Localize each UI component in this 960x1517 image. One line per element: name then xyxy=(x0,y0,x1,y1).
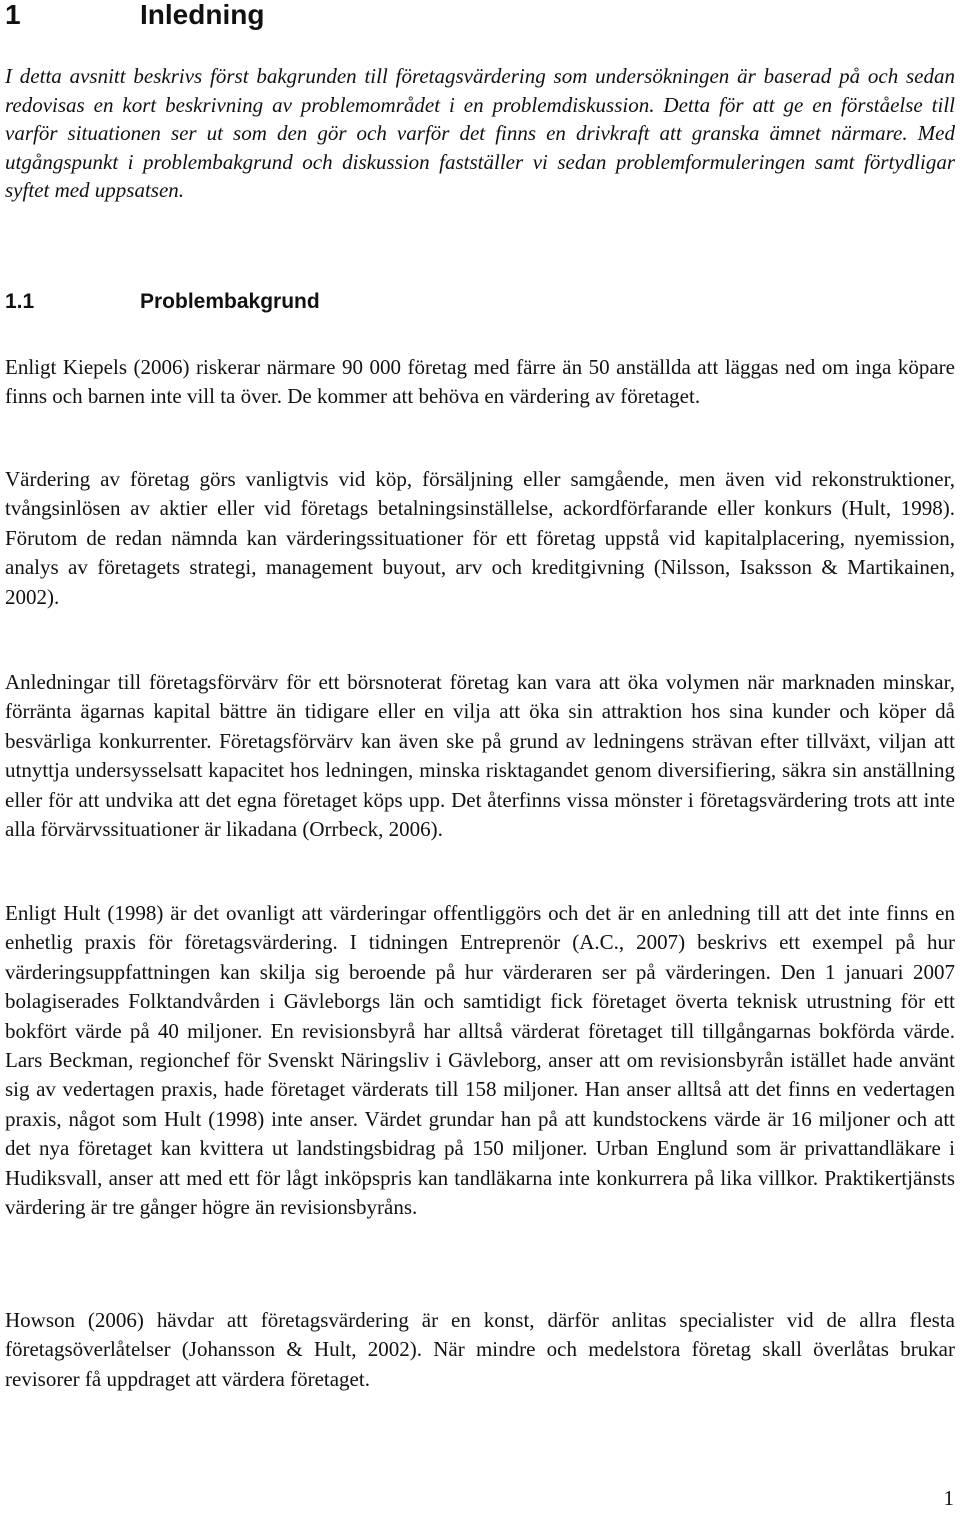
body-paragraph-4: Enligt Hult (1998) är det ovanligt att värderingar offentliggörs och det är en anledning till att det inte finns en enhetlig praxis för företagsvärdering. I tidningen Entreprenör (A.C., 2007) beskrivs ett exempel på hur värderingsuppfattningen kan skilja sig beroende på hur värderaren ser på värderingen. Den 1 januari 2007 bolagiserades Folktandvården i Gävleborgs län och samtidigt fick företaget överta teknisk utrustning för ett bokfört värde på 40 miljoner. En revisionsbyrå har alltså värderat företaget till tillgångarnas bokförda värde. Lars Beckman, regionchef för Svenskt Näringsliv i Gävleborg, anser att om revisionsbyrån istället hade använt sig av vedertagen praxis, hade företaget värderats till 158 miljoner. Han anser alltså att det finns en vedertagen praxis, något som Hult (1998) inte anser. Värdet grundar han på att kundstockens värde är 16 miljoner och att det nya företaget kan kvittera ut landstingsbidrag på 150 miljoner. Urban Englund som är privattandläkare i Hudiksvall, anser att med ett för lågt inköpspris kan tandläkarna inte konkurrera på lika villkor. Praktikertjänsts värdering är tre gånger högre än revisionsbyråns. xyxy=(5,901,955,1220)
body-paragraph-5: Howson (2006) hävdar att företagsvärdering är en konst, därför anlitas specialister vid de allra flesta företagsöverlåtelser (Johansson & Hult, 2002). När mindre och medelstora företag skall överlåtas brukar revisorer få uppdraget att värdera företaget. xyxy=(5,1308,955,1391)
chapter-title: Inledning xyxy=(140,0,265,30)
page-number: 1 xyxy=(943,1486,954,1510)
document-page xyxy=(5,0,955,1391)
section-title: Problembakgrund xyxy=(140,290,320,313)
body-paragraph-3: Anledningar till företagsförvärv för ett börsnoterat företag kan vara att öka volymen när marknaden minskar, förränta ägarnas kapital bättre än tidigare eller en vilja att öka sin attraktion hos sina kunder och köper då besvärliga konkurrenter. Företagsförvärv kan även ske på grund av ledningens strävan efter tillväxt, viljan att utnyttja undersysselsatt kapacitet hos ledningen, minska risktagandet genom diversifiering, säkra sin anställning eller för att undvika att det egna företaget köps upp. Det återfinns vissa mönster i företagsvärdering trots att inte alla förvärvssituationer är likadana (Orrbeck, 2006). xyxy=(5,670,955,842)
body-paragraph-2: Värdering av företag görs vanligtvis vid köp, försäljning eller samgående, men även vid rekonstruktioner, tvångsinlösen av aktier eller vid företags betalningsinställelse, ackordförfarande eller konkurs (Hult, 1998). Förutom de redan nämnda kan värderingssituationer för ett företag uppstå vid kapitalplacering, nyemission, analys av företagets strategi, management buyout, arv och kreditgivning (Nilsson, Isaksson & Martikainen, 2002). xyxy=(5,467,955,609)
section-heading xyxy=(5,290,320,314)
intro-paragraph: I detta avsnitt beskrivs först bakgrunden till företagsvärdering som undersökningen är baserad på och sedan redovisas en kort beskrivning av problemområdet i en problemdiskussion. Detta för att ge en förståelse till varför situationen ser ut som den gör och varför det finns en drivkraft att granska ämnet närmare. Med utgångspunkt i problembakgrund och diskussion fastställer vi sedan problemformuleringen samt förtydligar syftet med uppsatsen. xyxy=(5,64,955,203)
section-number: 1.1 xyxy=(5,290,35,313)
body-paragraph-1: Enligt Kiepels (2006) riskerar närmare 90 000 företag med färre än 50 anställda att läggas ned om inga köpare finns och barnen inte vill ta över. De kommer att behöva en värdering av företaget. xyxy=(5,355,955,409)
chapter-heading xyxy=(5,0,955,40)
chapter-number: 1 xyxy=(5,0,21,30)
